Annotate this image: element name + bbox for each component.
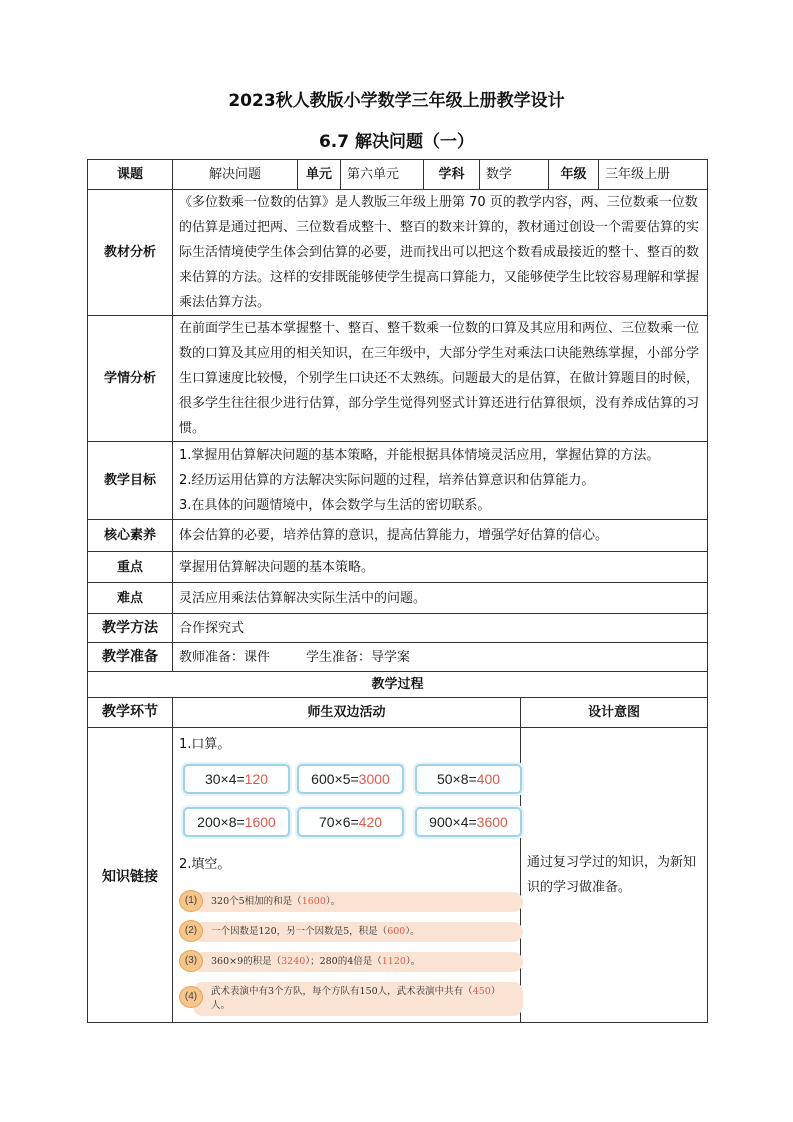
key-text: 掌握用估算解决问题的基本策略。	[173, 552, 708, 583]
col-stage-header: 教学环节	[88, 698, 173, 728]
subject-label: 学科	[424, 160, 480, 190]
unit-value: 第六单元	[341, 160, 424, 190]
intent-text: 通过复习学过的知识，为新知识的学习做准备。	[521, 728, 708, 1023]
lesson-title: 6.7 解决问题（一）	[318, 132, 475, 152]
number-badge: (1)	[179, 890, 203, 912]
number-badge: (3)	[179, 950, 203, 972]
goal-item: 2.经历运用估算的方法解决实际问题的过程，培养估算意识和估算能力。	[179, 473, 595, 488]
grade-value: 三年级上册	[599, 160, 708, 190]
fill-item: 320个5相加的和是（1600）。	[193, 892, 523, 912]
fill-item: 360×9的积是（3240）；280的4倍是（1120）。	[193, 952, 523, 972]
document-title: 2023秋人教版小学数学三年级上册教学设计	[228, 91, 565, 111]
number-badge: (2)	[179, 920, 203, 942]
method-text: 合作探究式	[173, 614, 708, 643]
learner-text: 在前面学生已基本掌握整十、整百、整千数乘一位数的口算及其应用和两位、三位数乘一位数的口算及其应用的相关知识，在三年级中，大部分学生对乘法口诀能熟练掌握，小部分学生口算速度比较慢，个别学生口诀还不太熟练。问题最大的是估算，在做计算题目的时候，很多学生往往很少进行估算，部分学生觉得列竖式计算还进行估算很烦，没有养成估算的习惯。	[173, 316, 708, 442]
core-text: 体会估算的必要，培养估算的意识，提高估算能力，增强学好估算的信心。	[173, 520, 708, 552]
number-badge: (4)	[179, 986, 203, 1008]
difficulty-text: 灵活应用乘法估算解决实际生活中的问题。	[173, 583, 708, 614]
topic-value: 解决问题	[173, 160, 298, 190]
goal-list	[173, 442, 708, 520]
oral-heading: 1.口算。	[179, 737, 231, 752]
grade-label: 年级	[549, 160, 599, 190]
stage-label: 知识链接	[88, 728, 173, 1023]
core-label: 核心素养	[88, 520, 173, 552]
oral-card: 30×4=120	[183, 764, 290, 794]
fill-heading: 2.填空。	[179, 857, 231, 872]
unit-label: 单元	[298, 160, 341, 190]
prep-label: 教学准备	[88, 643, 173, 672]
method-label: 教学方法	[88, 614, 173, 643]
topic-label: 课题	[88, 160, 173, 190]
material-text: 《多位数乘一位数的估算》是人教版三年级上册第 70 页的教学内容，两、三位数乘一位数的估算是通过把两、三位数看成整十、整百的数来计算的，教材通过创设一个需要估算的实际生活情境使学生体会到估算的必要，进而找出可以把这个数看成最接近的整十、整百的数来估算的方法。这样的安排既能够使学生提高口算能力，又能够使学生比较容易理解和掌握乘法估算方法。	[173, 190, 708, 316]
col-intent-header: 设计意图	[521, 698, 708, 728]
fill-item: 武术表演中有3个方队，每个方队有150人，武术表演中共有（450）人。	[193, 982, 523, 1016]
goal-label: 教学目标	[88, 442, 173, 520]
oral-card: 600×5=3000	[297, 764, 404, 794]
prep-teacher: 教师准备：课件	[179, 649, 271, 665]
material-label: 教材分析	[88, 190, 173, 316]
fill-list	[177, 892, 516, 1022]
prep-student: 学生准备：导学案	[306, 649, 411, 665]
learner-label: 学情分析	[88, 316, 173, 442]
goal-item: 1.掌握用估算解决问题的基本策略，并能根据具体情境灵活应用，掌握估算的方法。	[179, 448, 660, 463]
fill-item: 一个因数是120，另一个因数是5，积是（600）。	[193, 922, 523, 942]
process-header: 教学过程	[88, 672, 708, 698]
oral-card: 50×8=400	[415, 764, 522, 794]
oral-card: 70×6=420	[297, 807, 404, 837]
difficulty-label: 难点	[88, 583, 173, 614]
oral-card: 200×8=1600	[183, 807, 290, 837]
prep-text	[173, 643, 708, 672]
oral-card: 900×4=3600	[415, 807, 522, 837]
goal-item: 3.在具体的问题情境中，体会数学与生活的密切联系。	[179, 498, 491, 513]
col-activity-header: 师生双边活动	[173, 698, 521, 728]
lesson-plan-table	[87, 159, 708, 1023]
activity-cell	[173, 728, 521, 1023]
oral-grid	[177, 760, 516, 884]
key-label: 重点	[88, 552, 173, 583]
subject-value: 数学	[480, 160, 549, 190]
